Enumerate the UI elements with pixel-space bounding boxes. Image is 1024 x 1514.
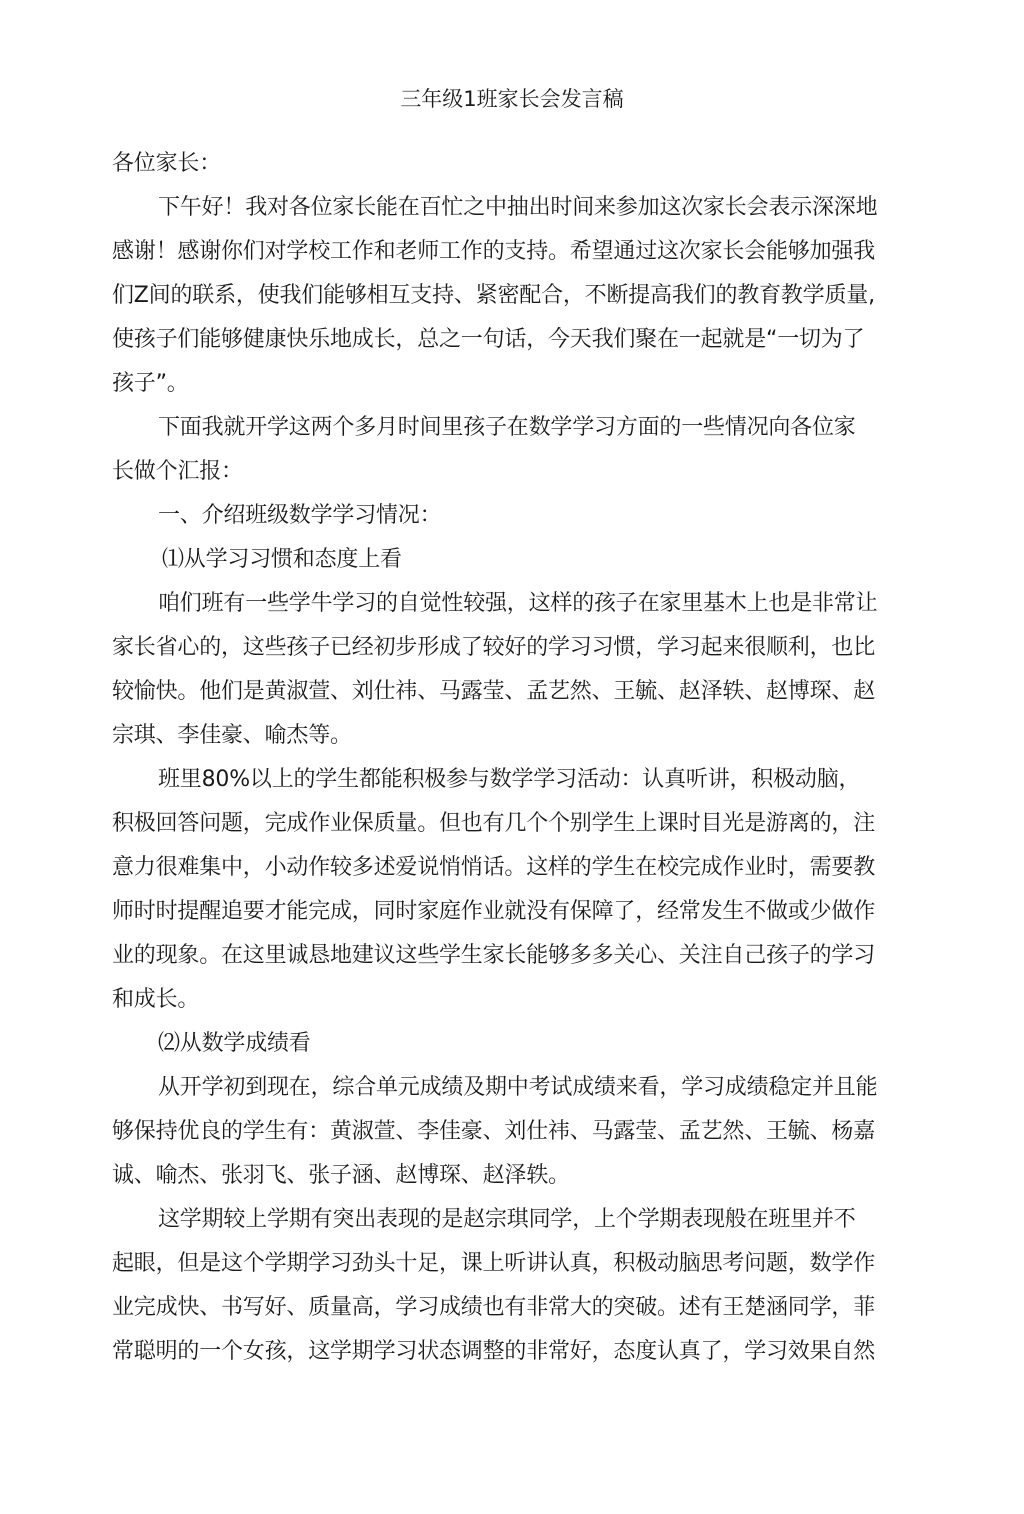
paragraph-line: 班里80%以上的学生都能积极参与数学学习活动：认真听讲，积极动脑，	[158, 767, 861, 792]
paragraph-line: 起眼，但是这个学期学习劲头十足，课上听讲认真，积极动脑思考问题，数学作	[112, 1251, 876, 1276]
paragraph-line: 咱们班有一些学牛学习的自觉性较强，这样的孩子在家里基木上也是非常让	[158, 591, 878, 616]
document-title: 三年级1班家长会发言稿	[400, 87, 624, 111]
salutation: 各位家长：	[112, 151, 222, 176]
section-heading: 一、介绍班级数学学习情况：	[158, 503, 442, 528]
paragraph-line: 诚、喻杰、张羽飞、张子涵、赵博琛、赵泽轶。	[112, 1163, 570, 1188]
paragraph-line: 够保持优良的学生有：黄淑萱、李佳豪、刘仕祎、马露莹、孟艺然、王毓、杨嘉	[112, 1119, 876, 1144]
paragraph-line: 下面我就开学这两个多月时间里孩子在数学学习方面的一些情况向各位家	[158, 415, 856, 440]
subsection-heading: ⑵从数学成绩看	[158, 1031, 311, 1056]
paragraph-line: 家长省心的，这些孩子已经初步形成了较好的学习习惯，学习起来很顺利，也比	[112, 635, 876, 660]
paragraph-line: 下午好！我对各位家长能在百忙之中抽出时间来参加这次家长会表示深深地	[158, 195, 878, 220]
paragraph-line: 从开学初到现在，综合单元成绩及期中考试成绩来看，学习成绩稳定并且能	[158, 1075, 878, 1100]
paragraph-line: 孩子”。	[112, 371, 189, 396]
paragraph-line: 较愉快。他们是黄淑萱、刘仕祎、马露莹、孟艺然、王毓、赵泽轶、赵博琛、赵	[112, 679, 876, 704]
paragraph-line: 积极回答问题，完成作业保质量。但也有几个个别学生上课时目光是游离的，注	[112, 811, 876, 836]
paragraph-line: 师时时提醒追要才能完成，同时家庭作业就没有保障了，经常发生不做或少做作	[112, 899, 876, 924]
subsection-heading: ⑴从学习习惯和态度上看	[162, 547, 402, 572]
paragraph-line: 使孩子们能够健康快乐地成长，总之一句话，今天我们聚在一起就是“一切为了	[112, 327, 865, 352]
paragraph-line: 业的现象。在这里诚恳地建议这些学生家长能够多多关心、关注自己孩子的学习	[112, 943, 876, 968]
paragraph-line: 长做个汇报：	[112, 459, 243, 484]
paragraph-line: 业完成快、书写好、质量高，学习成绩也有非常大的突破。述有王楚涵同学，菲	[112, 1295, 876, 1320]
paragraph-line: 常聪明的一个女孩，这学期学习状态调整的非常好，态度认真了，学习效果自然	[112, 1339, 876, 1364]
paragraph-line: 意力很难集中，小动作较多述爱说悄悄话。这样的学生在校完成作业时，需要教	[112, 855, 876, 880]
paragraph-line: 宗琪、李佳豪、喻杰等。	[112, 723, 352, 748]
paragraph-line: 这学期较上学期有突出表现的是赵宗琪同学，上个学期表现般在班里并不	[158, 1207, 856, 1232]
paragraph-line: 和成长。	[112, 987, 200, 1012]
paragraph-line: 感谢！感谢你们对学校工作和老师工作的支持。希望通过这次家长会能够加强我	[112, 239, 876, 264]
paragraph-line: 们Z间的联系，使我们能够相互支持、紧密配合，不断提高我们的教育教学质量,	[112, 283, 875, 308]
